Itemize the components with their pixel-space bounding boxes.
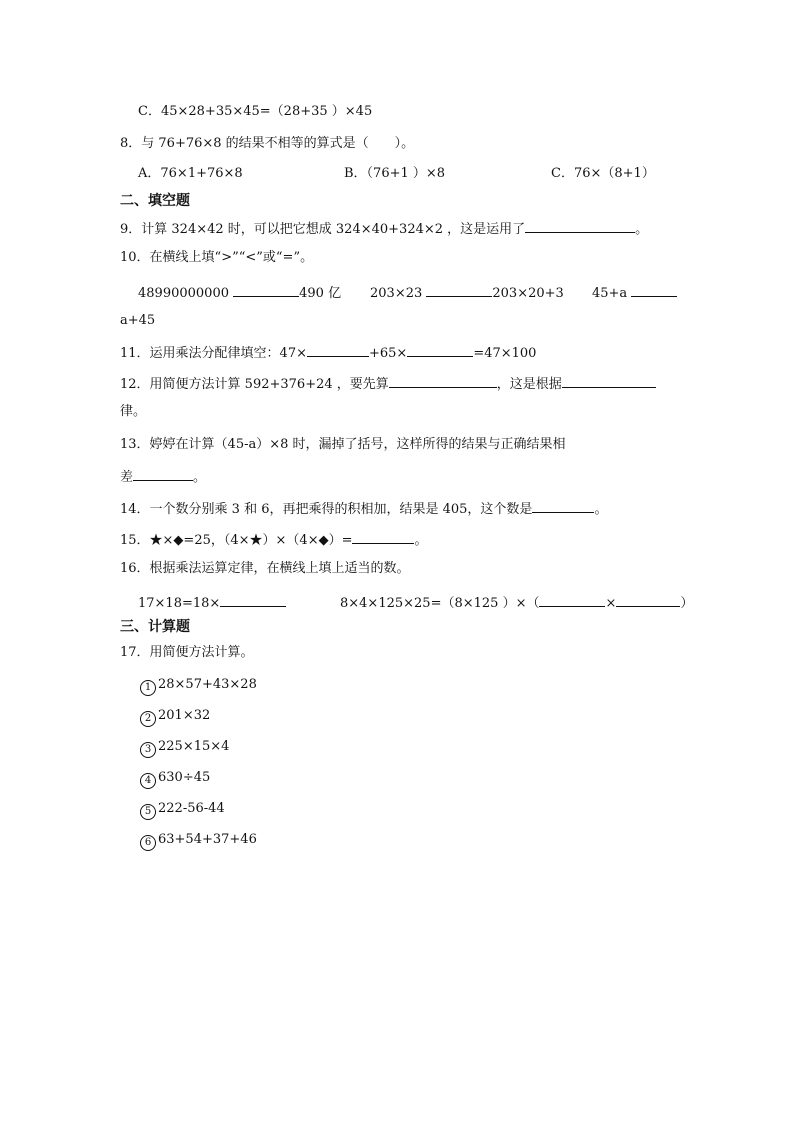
- q10-item-3-left: 45+a: [592, 286, 628, 301]
- q16-item-1-blank[interactable]: [220, 592, 286, 607]
- q17-item-expr: 630÷45: [158, 770, 211, 785]
- q10-item-3-left-part: [592, 282, 677, 303]
- q15-text: 15．★×◆=25，（4×★）×（4×◆）=: [120, 533, 353, 548]
- q14-blank[interactable]: [532, 498, 594, 513]
- q13-text: 差: [120, 470, 134, 485]
- q10-item-1-left: 48990000000: [138, 286, 229, 301]
- circled-number-1: 1: [140, 680, 156, 696]
- q17-item: [140, 707, 210, 727]
- q16-stem: 16．根据乘法运算定律，在横线上填上适当的数。: [120, 561, 410, 576]
- q16-item-2-mid: ×: [605, 596, 617, 611]
- q11-mid: +65×: [368, 346, 408, 361]
- circled-number-4: 4: [140, 773, 156, 789]
- q10-item-2-blank[interactable]: [426, 282, 492, 297]
- q10-item-1: [138, 282, 341, 303]
- q12-mid: ，这是根据: [496, 377, 562, 392]
- q17-item: [140, 769, 210, 789]
- q10-item-1-blank[interactable]: [233, 282, 299, 297]
- q8-option-a: A．76×1+76×8: [138, 166, 243, 181]
- circled-number-5: 5: [140, 804, 156, 820]
- section-title-fill-in: 二、填空题: [120, 193, 190, 209]
- q17-item-expr: 225×15×4: [158, 739, 230, 754]
- q14-text: 14．一个数分别乘 3 和 6，再把乘得的积相加，结果是 405，这个数是: [120, 502, 533, 517]
- q16-item-2: [340, 592, 693, 613]
- circled-number-6: 6: [140, 835, 156, 851]
- q13-line-1: 13．婷婷在计算（45-a）×8 时，漏掉了括号，这样所得的结果与正确结果相: [120, 437, 566, 452]
- q8-stem: 8．与 76+76×8 的结果不相等的算式是（ ）。: [120, 136, 415, 151]
- q12-blank-2[interactable]: [562, 373, 656, 388]
- q9: [120, 218, 648, 239]
- q17-item: [140, 800, 225, 820]
- q8-option-b: B．（76+1 ）×8: [344, 166, 446, 181]
- q12-text: 12．用简便方法计算 592+376+24 ，要先算: [120, 377, 389, 392]
- q17-stem: 17．用简便方法计算。: [120, 645, 254, 660]
- q17-item-expr: 222-56-44: [158, 801, 225, 816]
- q10-item-2: [370, 282, 564, 303]
- q11-blank-2[interactable]: [407, 342, 473, 357]
- q12-line-2: 律。: [120, 404, 147, 419]
- q15-blank[interactable]: [352, 529, 414, 544]
- q12-line-1: [120, 373, 656, 394]
- q12-blank-1[interactable]: [389, 373, 497, 388]
- q11: [120, 342, 536, 363]
- q16-item-2-blank-2[interactable]: [616, 592, 680, 607]
- q13-blank[interactable]: [133, 466, 193, 481]
- q10-item-1-right: 490 亿: [299, 286, 342, 301]
- q14: [120, 498, 607, 519]
- q16-item-2-text: 8×4×125×25=（8×125 ）×（: [340, 596, 540, 611]
- q16-item-1: [138, 592, 286, 613]
- q7-option-c: C．45×28+35×45=（28+35 ）×45: [138, 104, 373, 119]
- q11-text: 11．运用乘法分配律填空：47×: [120, 346, 307, 361]
- q17-item-expr: 63+54+37+46: [158, 832, 257, 847]
- q10-stem: 10．在横线上填“>”“<”或“=”。: [120, 250, 314, 265]
- q11-blank-1[interactable]: [307, 342, 369, 357]
- section-title-calculation: 三、计算题: [120, 619, 190, 635]
- q15-end: 。: [414, 533, 428, 548]
- q14-end: 。: [594, 502, 608, 517]
- q16-item-2-blank-1[interactable]: [539, 592, 605, 607]
- circled-number-2: 2: [140, 711, 156, 727]
- q10-item-2-left: 203×23: [370, 286, 423, 301]
- q17-item: [140, 831, 257, 851]
- q16-item-2-end: ）: [680, 596, 694, 611]
- q11-end: =47×100: [473, 346, 537, 361]
- q10-item-3-blank[interactable]: [631, 282, 677, 297]
- q16-item-1-text: 17×18=18×: [138, 596, 221, 611]
- q13-end: 。: [193, 470, 207, 485]
- q15: [120, 529, 428, 550]
- q17-item: [140, 676, 257, 696]
- q9-text: 9．计算 324×42 时，可以把它想成 324×40+324×2 ，这是运用了: [120, 222, 526, 237]
- q8-option-c: C．76×（8+1）: [551, 166, 655, 181]
- q17-item-expr: 28×57+43×28: [158, 677, 257, 692]
- q10-item-3-right: a+45: [120, 313, 156, 328]
- q13-line-2: [120, 466, 206, 487]
- q10-item-2-right: 203×20+3: [492, 286, 564, 301]
- q17-item: [140, 738, 229, 758]
- q9-end: 。: [635, 222, 649, 237]
- q9-answer-blank[interactable]: [525, 218, 635, 233]
- circled-number-3: 3: [140, 742, 156, 758]
- q17-item-expr: 201×32: [158, 708, 211, 723]
